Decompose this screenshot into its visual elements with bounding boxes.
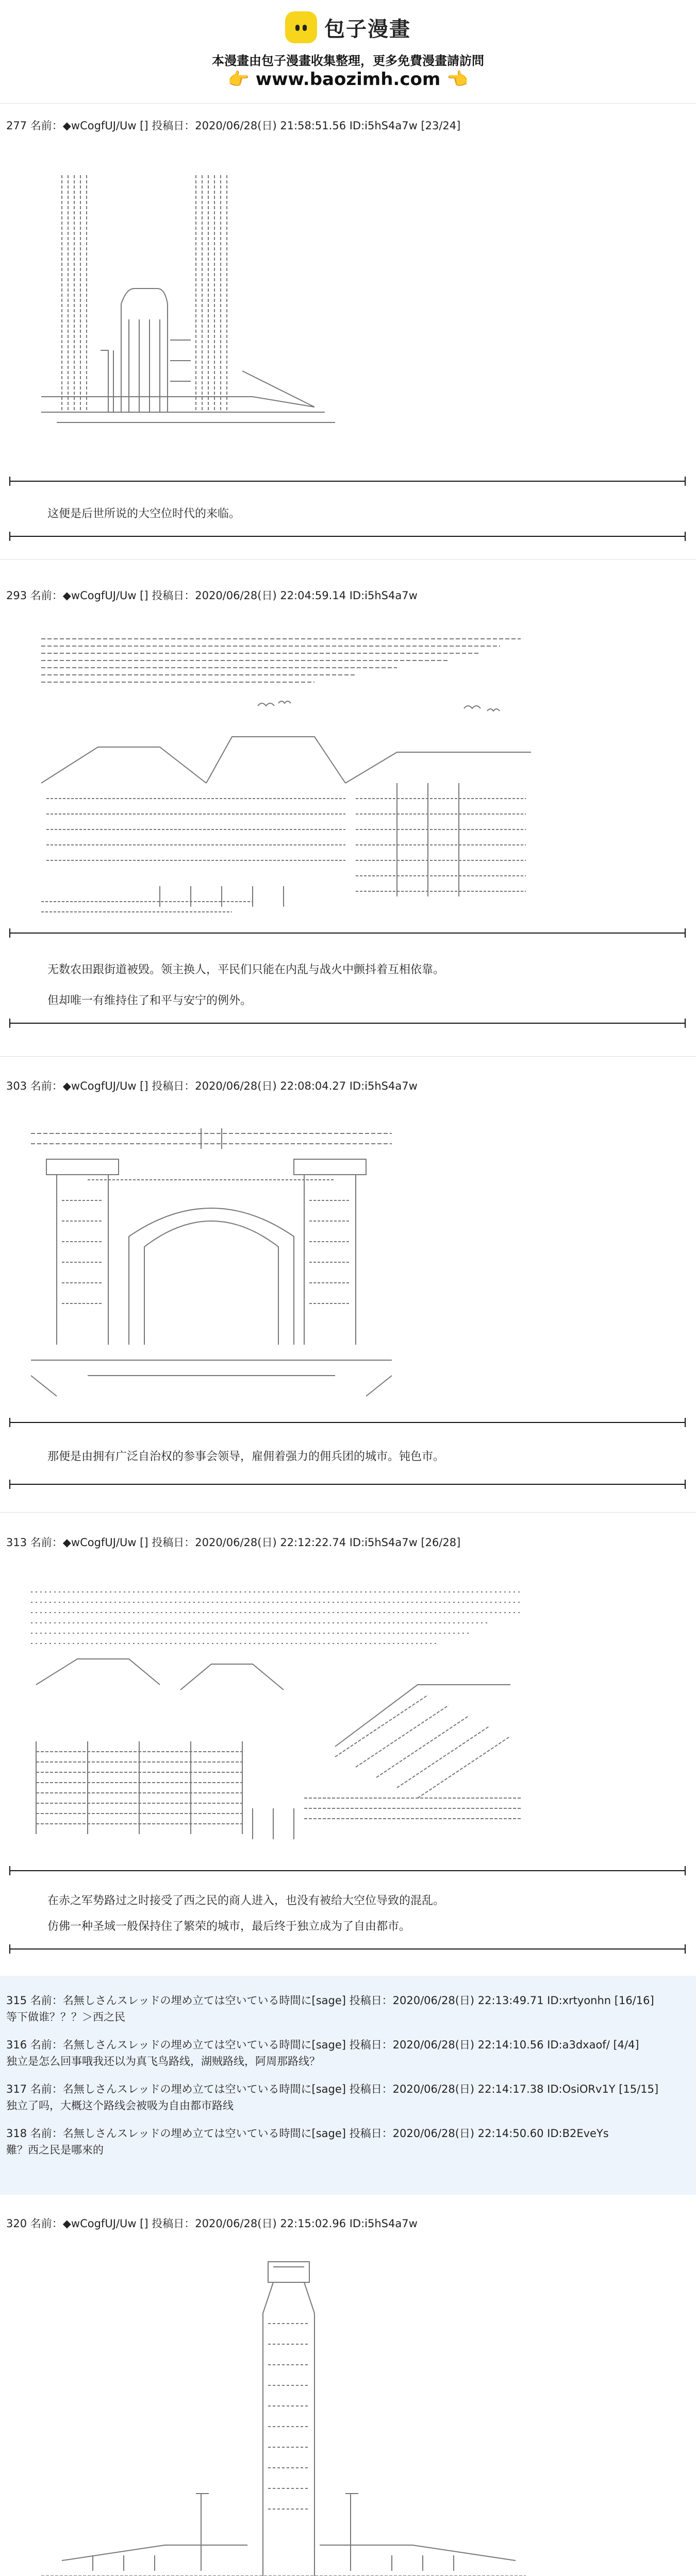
pointing-left-icon: 👈 [446, 69, 469, 90]
ascii-art-castle [31, 2251, 536, 2576]
reply-header: 316 名前：名無しさんスレッドの埋め立ては空いている時間に[sage] 投稿日：2020/06/28(日) 22:14:10.56 ID:a3dxaof/ [4/4] [6, 2039, 639, 2051]
replies-section [0, 1976, 696, 2195]
post-caption: 无数农田跟街道被毁。领主换人，平民们只能在内乱与战火中颤抖着互相依靠。 [47, 963, 445, 976]
reply-header: 318 名前：名無しさんスレッドの埋め立ては空いている時間に[sage] 投稿日：2020/06/28(日) 22:14:50.60 ID:B2EveYs [6, 2127, 609, 2140]
post-header: 277 名前：◆wCogfUJ/Uw [] 投稿日：2020/06/28(日) 21:58:51.56 ID:i5hS4a7w [23/24] [6, 120, 461, 132]
post-rule [9, 933, 686, 934]
site-url-text[interactable]: www.baozimh.com [255, 69, 441, 90]
post-rule [9, 536, 686, 537]
post-rule [9, 1870, 686, 1871]
reply-body: 難？西之民是哪來的 [6, 2144, 104, 2156]
pointing-right-icon: 👉 [227, 69, 250, 90]
reply-body: 独立了吗，大概这个路线会被吸为自由都市路线 [6, 2099, 234, 2112]
logo[interactable] [0, 11, 696, 43]
reply-body: 等下做谁？？？＞西之民 [6, 2011, 125, 2023]
post-rule [9, 1023, 686, 1024]
divider [0, 103, 696, 104]
post-header: 320 名前：◆wCogfUJ/Uw [] 投稿日：2020/06/28(日) 22:15:02.96 ID:i5hS4a7w [6, 2217, 418, 2230]
post-header: 303 名前：◆wCogfUJ/Uw [] 投稿日：2020/06/28(日) 22:08:04.27 ID:i5hS4a7w [6, 1080, 418, 1092]
post-rule [9, 481, 686, 482]
ascii-art-market-town [26, 1582, 531, 1860]
post-caption: 这便是后世所说的大空位时代的来临。 [47, 507, 241, 520]
logo-text: 包子漫畫 [324, 17, 411, 41]
ascii-art-skyline [36, 165, 345, 433]
reply-header: 317 名前：名無しさんスレッドの埋め立ては空いている時間に[sage] 投稿日：2020/06/28(日) 22:14:17.38 ID:OsiORv1Y [15/15] [6, 2083, 659, 2095]
post-caption: 那便是由拥有广泛自治权的参事会领导，雇佣着强力的佣兵团的城市。钝色市。 [47, 1450, 445, 1463]
post-rule [9, 1422, 686, 1423]
divider [0, 559, 696, 560]
post-header: 293 名前：◆wCogfUJ/Uw [] 投稿日：2020/06/28(日) 22:04:59.14 ID:i5hS4a7w [6, 589, 418, 602]
reply-body: 独立是怎么回事哦我还以为真飞鸟路线，湖贼路线，阿周那路线？ [6, 2055, 320, 2067]
reply-header: 315 名前：名無しさんスレッドの埋め立ては空いている時間に[sage] 投稿日：2020/06/28(日) 22:13:49.71 ID:xrtyonhn [16/16] [6, 1994, 654, 2007]
post-caption: 在赤之军势路过之时接受了西之民的商人进入，也没有被给大空位导致的混乱。 [47, 1894, 445, 1907]
post-rule [9, 1948, 686, 1950]
ascii-art-city-gate [26, 1118, 397, 1406]
post-header: 313 名前：◆wCogfUJ/Uw [] 投稿日：2020/06/28(日) 22:12:22.74 ID:i5hS4a7w [26/28] [6, 1536, 461, 1549]
post-rule [9, 1484, 686, 1485]
post-caption: 但却唯一有维持住了和平与安宁的例外。 [47, 994, 252, 1007]
site-url[interactable] [0, 69, 696, 90]
divider [0, 1512, 696, 1513]
bun-logo-icon [285, 11, 317, 43]
site-tagline: 本漫畫由包子漫畫收集整理，更多免費漫畫請訪問 [212, 54, 484, 68]
site-header [0, 0, 696, 98]
post-caption: 仿佛一种圣域一般保持住了繁荣的城市，最后终于独立成为了自由都市。 [47, 1920, 411, 1933]
divider [0, 1056, 696, 1057]
ascii-art-fields-village [36, 629, 531, 922]
